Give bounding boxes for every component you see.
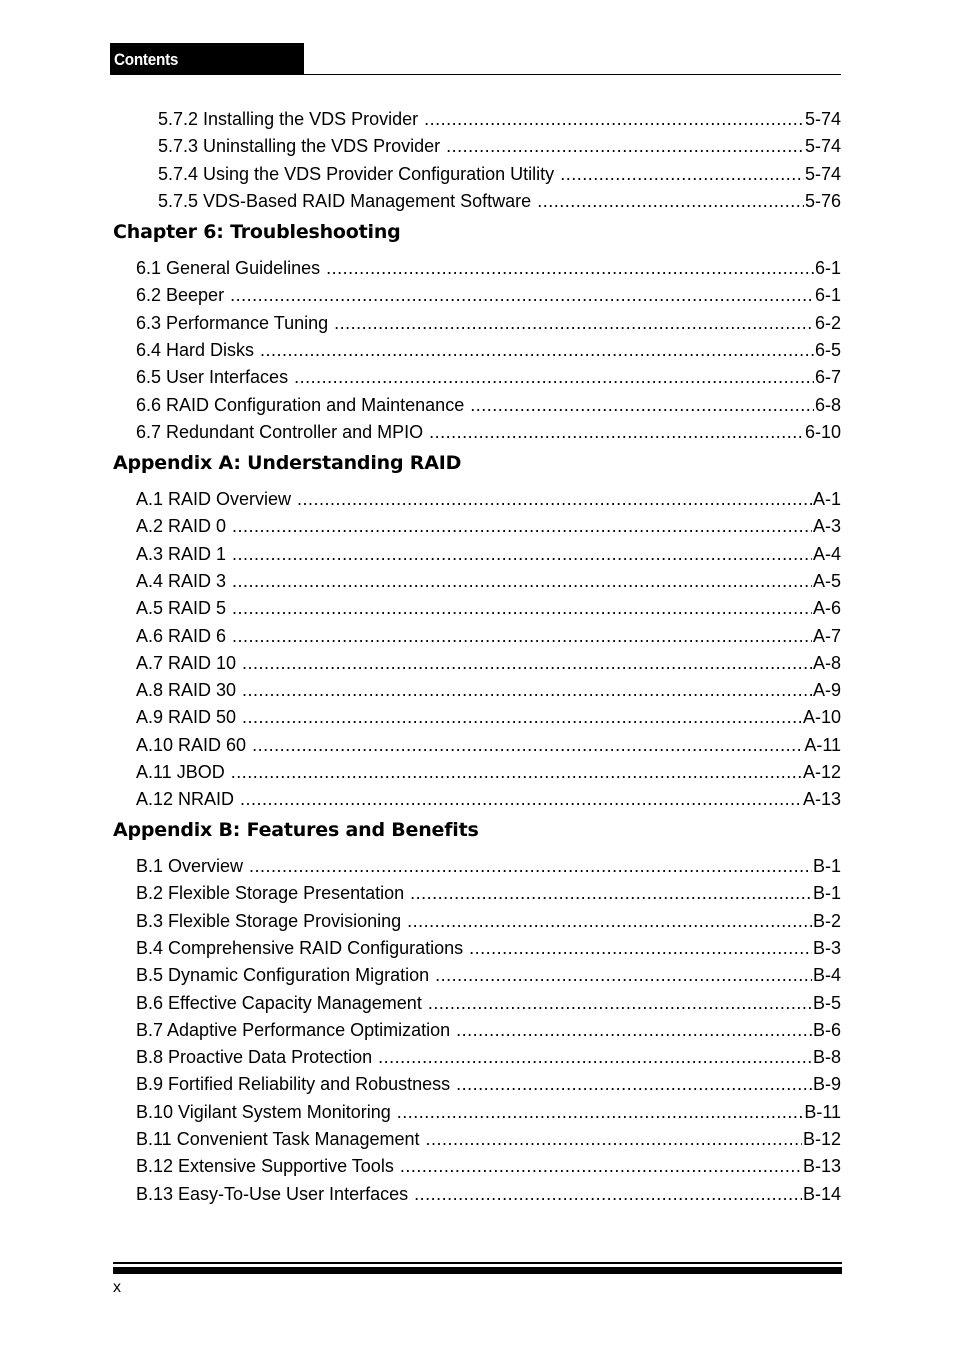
toc-leader-dots [537,190,804,212]
toc-entry[interactable] [136,597,841,619]
toc-entry[interactable] [136,625,841,647]
header-label: Contents [114,50,179,69]
toc-entry-page: B-14 [802,1183,841,1204]
toc-entry-page: 6-8 [814,394,841,415]
toc-leader-dots [242,706,802,728]
toc-entry-page: A-9 [812,680,841,701]
toc-leader-dots [231,761,802,783]
toc-entry-title: 6.2 Beeper [136,285,225,306]
toc-leader-dots [426,1128,802,1150]
toc-entry[interactable] [136,910,841,932]
toc-entry-page: B-4 [812,965,841,986]
toc-entry[interactable] [158,163,841,185]
toc-entry-title: A.11 JBOD [136,762,225,782]
toc-entry-page: 5-74 [804,163,841,184]
toc-entry[interactable] [136,788,841,810]
toc-entry-title: 6.5 User Interfaces [136,367,289,388]
toc-leader-dots [242,652,812,674]
toc-entry[interactable] [136,734,841,756]
toc-entry-title: B.7 Adaptive Performance Optimization [136,1019,451,1040]
toc-chapter-heading[interactable]: Chapter 6: Troubleshooting [113,221,401,243]
toc-entry[interactable] [136,366,841,388]
toc-leader-dots [414,1183,802,1205]
toc-leader-dots [429,421,804,443]
toc-entry-title: B.5 Dynamic Configuration Migration [136,965,430,986]
toc-entry[interactable] [136,1183,841,1205]
toc-entry[interactable] [136,312,841,334]
toc-leader-dots [232,570,812,592]
toc-entry-title: A.6 RAID 6 [136,625,227,646]
toc-entry-title: A.10 RAID 60 [136,734,247,755]
toc-leader-dots [446,135,804,157]
toc-entry[interactable] [136,964,841,986]
toc-entry-title: B.13 Easy-To-Use User Interfaces [136,1183,409,1204]
toc-entry-title: 5.7.3 Uninstalling the VDS Provider [158,136,441,157]
footer-rule-thick [113,1267,842,1274]
toc-entry-page: B-6 [812,1019,841,1040]
toc-leader-dots [407,910,812,932]
toc-leader-dots [232,515,812,537]
toc-entry-page: A-13 [802,789,841,810]
toc-leader-dots [260,339,814,361]
toc-entry-page: A-5 [812,570,841,591]
toc-entry-title: B.1 Overview [136,856,244,876]
toc-entry-title: A.7 RAID 10 [136,652,237,673]
toc-entry-page: B-1 [812,883,841,904]
toc-entry-page: B-3 [812,937,841,958]
toc-entry-title: B.10 Vigilant System Monitoring [136,1101,391,1122]
toc-entry-page: B-11 [804,1101,841,1122]
toc-entry-title: B.12 Extensive Supportive Tools [136,1156,394,1177]
toc-leader-dots [435,964,812,986]
toc-entry[interactable] [158,135,841,157]
toc-leader-dots [428,992,812,1014]
toc-entry-title: 6.6 RAID Configuration and Maintenance [136,394,465,415]
toc-chapter-heading[interactable]: Appendix B: Features and Benefits [113,819,479,841]
toc-entry[interactable] [136,679,841,701]
toc-leader-dots [232,625,812,647]
toc-entry-page: 6-7 [814,367,841,388]
toc-entry-title: A.2 RAID 0 [136,516,227,537]
toc-entry-title: B.4 Comprehensive RAID Configurations [136,937,464,958]
toc-entry[interactable] [136,515,841,537]
toc-entry[interactable] [136,1019,841,1041]
toc-entry-title: A.1 RAID Overview [136,489,292,509]
toc-entry-page: 6-1 [814,285,841,306]
page-number: x [113,1279,121,1296]
toc-entry[interactable] [136,1073,841,1095]
toc-entry[interactable] [136,706,841,728]
toc-entry-title: 6.4 Hard Disks [136,339,255,360]
toc-entry-page: 6-5 [814,339,841,360]
toc-leader-dots [242,679,812,701]
toc-entry[interactable] [136,882,841,904]
toc-entry-page: 5-76 [804,190,841,211]
toc-leader-dots [249,855,812,877]
toc-entry[interactable] [136,937,841,959]
toc-entry-page: 5-74 [804,136,841,157]
toc-entry-page: 5-74 [804,109,841,129]
toc-entry[interactable] [136,855,841,877]
toc-entry-title: A.9 RAID 50 [136,707,237,728]
toc-chapter-heading[interactable]: Appendix A: Understanding RAID [113,452,462,474]
toc-entry[interactable] [136,1155,841,1177]
toc-entry-title: A.12 NRAID [136,789,235,810]
toc-entry-page: A-7 [812,625,841,646]
toc-entry[interactable] [136,257,841,279]
toc-entry[interactable] [136,1046,841,1068]
toc-entry-title: 6.1 General Guidelines [136,258,321,278]
toc-leader-dots [334,312,814,334]
toc-entry-title: B.3 Flexible Storage Provisioning [136,910,402,931]
toc-entry-page: A-10 [802,707,841,728]
toc-entry-page: A-12 [802,762,841,782]
toc-leader-dots [469,937,812,959]
toc-entry-page: B-12 [802,1129,841,1149]
toc-entry-page: B-13 [802,1156,841,1177]
toc-entry-page: 6-2 [814,312,841,333]
toc-entry-title: A.3 RAID 1 [136,543,227,564]
toc-entry-title: B.11 Convenient Task Management [136,1129,420,1149]
toc-entry-title: 6.7 Redundant Controller and MPIO [136,421,424,442]
toc-entry-page: 6-1 [814,258,841,278]
toc-leader-dots [230,284,814,306]
toc-entry[interactable] [158,190,841,212]
toc-entry-page: A-4 [812,543,841,564]
toc-entry-page: A-1 [812,489,841,509]
toc-entry[interactable] [136,992,841,1014]
toc-leader-dots [424,108,804,130]
toc-leader-dots [297,488,812,510]
toc-leader-dots [397,1101,804,1123]
toc-leader-dots [456,1019,812,1041]
toc-leader-dots [470,394,814,416]
toc-entry[interactable] [136,1128,841,1150]
toc-entry-title: B.9 Fortified Reliability and Robustness [136,1074,451,1095]
toc-leader-dots [326,257,814,279]
toc-entry-title: A.8 RAID 30 [136,680,237,701]
toc-entry-page: A-3 [812,516,841,537]
toc-entry-page: B-8 [812,1047,841,1068]
toc-entry[interactable] [136,394,841,416]
toc-entry-title: 5.7.5 VDS-Based RAID Management Software [158,190,532,211]
toc-entry[interactable] [136,1101,841,1123]
toc-entry-title: 5.7.2 Installing the VDS Provider [158,109,419,129]
toc-leader-dots [456,1073,812,1095]
toc-entry-page: B-2 [812,910,841,931]
toc-entry[interactable] [136,652,841,674]
toc-entry-page: B-1 [812,856,841,876]
toc-entry[interactable] [136,543,841,565]
toc-leader-dots [252,734,803,756]
toc-entry-page: A-8 [812,652,841,673]
toc-entry-title: B.8 Proactive Data Protection [136,1047,373,1068]
toc-leader-dots [232,597,812,619]
toc-leader-dots [400,1155,802,1177]
toc-leader-dots [410,882,812,904]
toc-entry-title: A.5 RAID 5 [136,598,227,619]
toc-entry-title: A.4 RAID 3 [136,570,227,591]
toc-entry[interactable] [136,284,841,306]
toc-entry-page: A-11 [804,734,841,755]
toc-entry-title: 6.3 Performance Tuning [136,312,329,333]
toc-entry-page: A-6 [812,598,841,619]
toc-leader-dots [378,1046,812,1068]
toc-entry-page: B-5 [812,992,841,1013]
toc-leader-dots [240,788,802,810]
toc-entry-page: B-9 [812,1074,841,1095]
toc-entry[interactable] [158,108,841,130]
toc-entry[interactable] [136,421,841,443]
toc-entry[interactable] [136,339,841,361]
toc-entry-page: 6-10 [804,421,841,442]
toc-leader-dots [294,366,814,388]
toc-entry[interactable] [136,488,841,510]
toc-entry-title: B.6 Effective Capacity Management [136,992,422,1013]
footer-rule-thin [113,1262,842,1264]
toc-entry[interactable] [136,570,841,592]
toc-leader-dots [232,543,812,565]
toc-entry-title: B.2 Flexible Storage Presentation [136,883,405,904]
toc-leader-dots [560,163,804,185]
toc-entry[interactable] [136,761,841,783]
toc-entry-title: 5.7.4 Using the VDS Provider Configuration Utility [158,163,555,184]
